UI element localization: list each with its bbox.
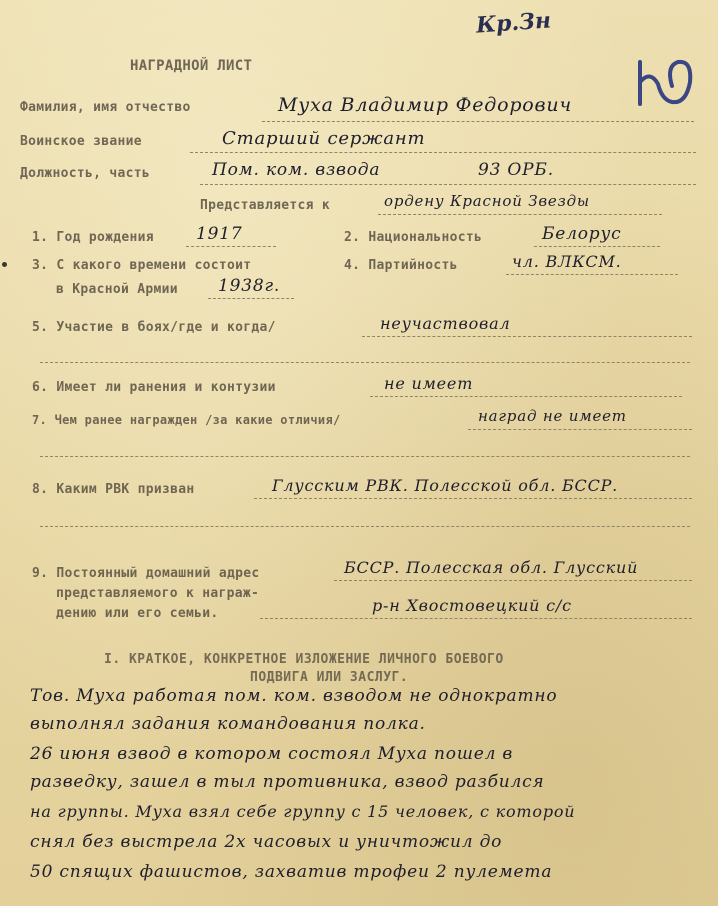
item-5-value: неучаствовал (380, 314, 511, 333)
narrative-line: на группы. Муха взял себе группу с 15 человек, с которой (30, 802, 576, 821)
rule (468, 429, 692, 430)
item-2-label: 2. Национальность (344, 230, 483, 245)
corner-note: Кр.Зн (475, 7, 552, 39)
field-value-award: ордену Красной Звезды (384, 192, 590, 210)
item-5-label: 5. Участие в боях/где и когда/ (32, 320, 276, 335)
field-value-position: Пом. ком. взвода (212, 160, 381, 180)
field-value-rank: Старший сержант (222, 128, 426, 149)
rule (40, 456, 690, 457)
rule (370, 396, 682, 397)
rule (506, 274, 678, 275)
rule (362, 336, 692, 337)
narrative-line: 50 спящих фашистов, захватив трофеи 2 пулемета (30, 862, 553, 882)
field-label-award: Представляется к (200, 198, 331, 213)
item-6-label: 6. Имеет ли ранения и контузии (32, 380, 276, 395)
item-3-label-line2: в Красной Армии (56, 282, 178, 297)
rule (190, 152, 696, 153)
field-label-position: Должность, часть (20, 166, 151, 181)
rule (208, 298, 294, 299)
item-3-label: 3. С какого времени состоит (32, 258, 252, 273)
item-9-label-line2: представляемого к награж- (56, 586, 260, 601)
item-4-value: чл. ВЛКСМ. (512, 252, 622, 271)
item-7-value: наград не имеет (478, 407, 627, 425)
section-title: I. КРАТКОЕ, КОНКРЕТНОЕ ИЗЛОЖЕНИЕ ЛИЧНОГО БОЕВОГО (104, 652, 504, 667)
item-9-value: БССР. Полесская обл. Глусский (344, 558, 639, 577)
rule (378, 214, 662, 215)
rule (534, 246, 660, 247)
rule (260, 618, 692, 619)
item-6-value: не имеет (384, 374, 474, 393)
item-8-value: Глусским РВК. Полесской обл. БССР. (272, 476, 619, 495)
item-8-label: 8. Каким РВК призван (32, 482, 195, 497)
narrative-line: 26 июня взвод в котором состоял Муха пошел в (30, 744, 514, 764)
item-1-value: 1917 (196, 224, 243, 244)
item-9-label-line3: дению или его семьи. (56, 606, 219, 621)
margin-mark (632, 52, 702, 126)
rule (262, 121, 694, 122)
item-4-label: 4. Партийность (344, 258, 458, 273)
rule (254, 498, 692, 499)
item-9-value-line2: р-н Хвостовецкий с/с (372, 596, 572, 615)
margin-dot (2, 262, 7, 267)
item-3-value: 1938г. (218, 276, 281, 296)
field-label-rank: Воинское звание (20, 134, 142, 149)
item-1-label: 1. Год рождения (32, 230, 154, 245)
field-value-name: Муха Владимир Федорович (278, 94, 573, 116)
rule (40, 362, 690, 363)
narrative-line: снял без выстрела 2х часовых и уничтожил до (30, 832, 503, 852)
form-title: НАГРАДНОЙ ЛИСТ (130, 58, 253, 74)
rule (40, 526, 690, 527)
margin-mark-icon (632, 52, 702, 122)
narrative-line: разведку, зашел в тыл противника, взвод разбился (30, 772, 545, 792)
item-7-label: 7. Чем ранее награжден /за какие отличия/ (32, 413, 341, 427)
field-value-unit: 93 ОРБ. (478, 160, 554, 180)
section-title-line2: ПОДВИГА ИЛИ ЗАСЛУГ. (250, 670, 409, 685)
rule (200, 184, 696, 185)
rule (186, 246, 276, 247)
rule (334, 580, 692, 581)
narrative-line: Тов. Муха работая пом. ком. взводом не однократно (30, 686, 558, 706)
field-label-name: Фамилия, имя отчество (20, 100, 191, 115)
narrative-line: выполнял задания командования полка. (30, 714, 426, 734)
item-9-label: 9. Постоянный домашний адрес (32, 566, 260, 581)
item-2-value: Белорус (542, 224, 622, 244)
